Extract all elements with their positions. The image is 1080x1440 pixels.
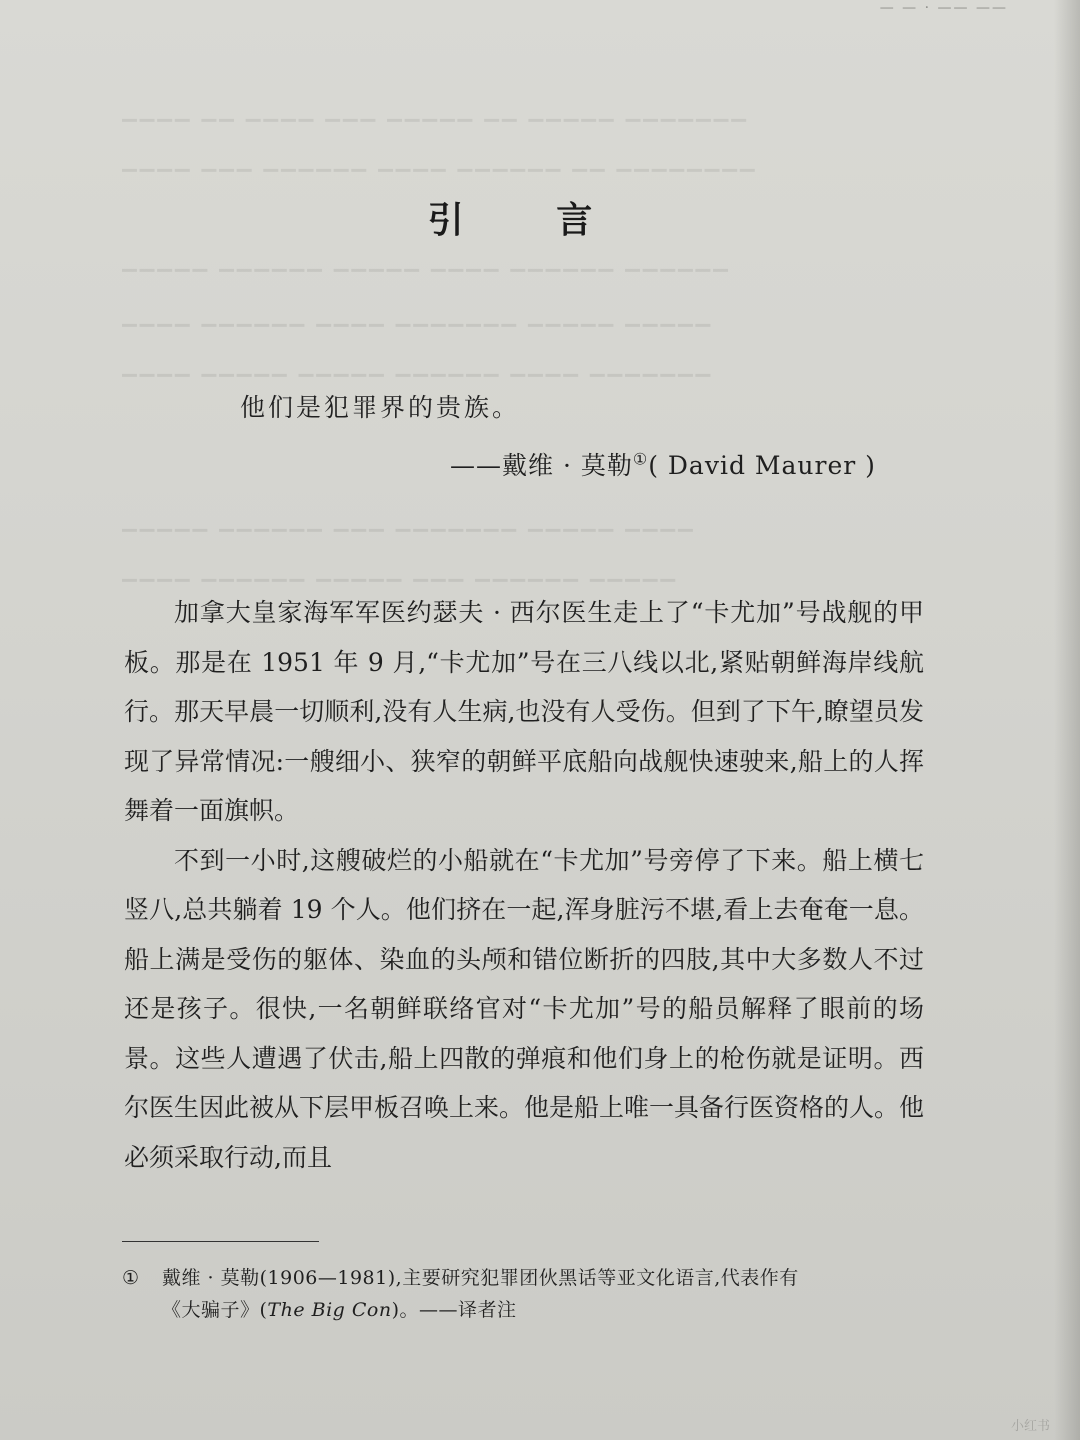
footnote	[122, 1262, 912, 1326]
paragraph: 不到一小时,这艘破烂的小船就在“卡尤加”号旁停了下来。船上横七竖八,总共躺着 19 个人。他们挤在一起,浑身脏污不堪,看上去奄奄一息。船上满是受伤的躯体、染血的头颅和错位断折的四肢,其中大多数人不过还是孩子。很快,一名朝鲜联络官对“卡尤加”号的船员解释了眼前的场景。这些人遭遇了伏击,船上四散的弹痕和他们身上的枪伤就是证明。西尔医生因此被从下层甲板召唤上来。他是船上唯一具备行医资格的人。他必须采取行动,而且	[124, 845, 925, 1172]
bleed-through-line: ▁▁▁▁ ▁▁▁ ▁▁▁▁▁▁ ▁▁▁▁ ▁▁▁▁▁▁ ▁▁ ▁▁▁▁▁▁▁▁	[122, 150, 758, 172]
footnote-reference-mark: ①	[632, 449, 649, 469]
bleed-through-line: ▁▁▁▁▁ ▁▁▁▁▁▁ ▁▁▁ ▁▁▁▁▁▁▁ ▁▁▁▁▁ ▁▁▁▁	[122, 510, 696, 532]
epigraph-quote: 他们是犯罪界的贵族。	[240, 393, 521, 422]
footnote-text: 《大骗子》(	[162, 1299, 268, 1321]
running-head-bleed: — — · —— ——	[879, 0, 1008, 16]
watermark: 小红书	[1010, 1419, 1050, 1434]
footnote-line	[122, 1262, 912, 1294]
chapter-title: 引 言	[427, 199, 633, 241]
footnote-line	[122, 1294, 912, 1326]
footnote-mark: ①	[122, 1267, 140, 1289]
footnote-divider	[122, 1241, 319, 1242]
attribution-name: ——戴维 · 莫勒	[450, 451, 633, 480]
body-text	[124, 588, 924, 1182]
paragraph: 加拿大皇家海军军医约瑟夫 · 西尔医生走上了“卡尤加”号战舰的甲板。那是在 1951 年 9 月,“卡尤加”号在三八线以北,紧贴朝鲜海岸线航行。那天早晨一切顺利,没有人生病,也没有人受伤。但到了下午,瞭望员发现了异常情况:一艘细小、狭窄的朝鲜平底船向战舰快速驶来,船上的人挥舞着一面旗帜。	[124, 598, 924, 825]
bleed-through-line: ▁▁▁▁ ▁▁▁▁▁▁ ▁▁▁▁ ▁▁▁▁▁▁▁ ▁▁▁▁▁ ▁▁▁▁▁	[122, 305, 714, 327]
bleed-through-line: ▁▁▁▁ ▁▁▁▁▁ ▁▁▁▁▁ ▁▁▁▁▁▁ ▁▁▁▁ ▁▁▁▁▁▁▁	[122, 355, 714, 377]
bleed-through-line: ▁▁▁▁ ▁▁▁▁▁▁ ▁▁▁▁▁ ▁▁▁ ▁▁▁▁▁▁ ▁▁▁▁▁	[122, 560, 678, 582]
book-title-english: The Big Con	[267, 1299, 392, 1321]
attribution-english-name: ( David Maurer )	[648, 451, 876, 480]
bleed-through-line: ▁▁▁▁▁ ▁▁▁▁▁▁ ▁▁▁▁▁ ▁▁▁▁ ▁▁▁▁▁▁ ▁▁▁▁▁▁	[122, 250, 731, 272]
bleed-through-line: ▁▁▁▁ ▁▁ ▁▁▁▁ ▁▁▁ ▁▁▁▁▁ ▁▁ ▁▁▁▁▁ ▁▁▁▁▁▁▁	[122, 100, 749, 122]
epigraph-attribution	[450, 446, 876, 482]
footnote-text: 戴维 · 莫勒(1906—1981),主要研究犯罪团伙黑话等亚文化语言,代表作有	[162, 1267, 799, 1289]
footnote-text: )。——译者注	[391, 1299, 517, 1321]
